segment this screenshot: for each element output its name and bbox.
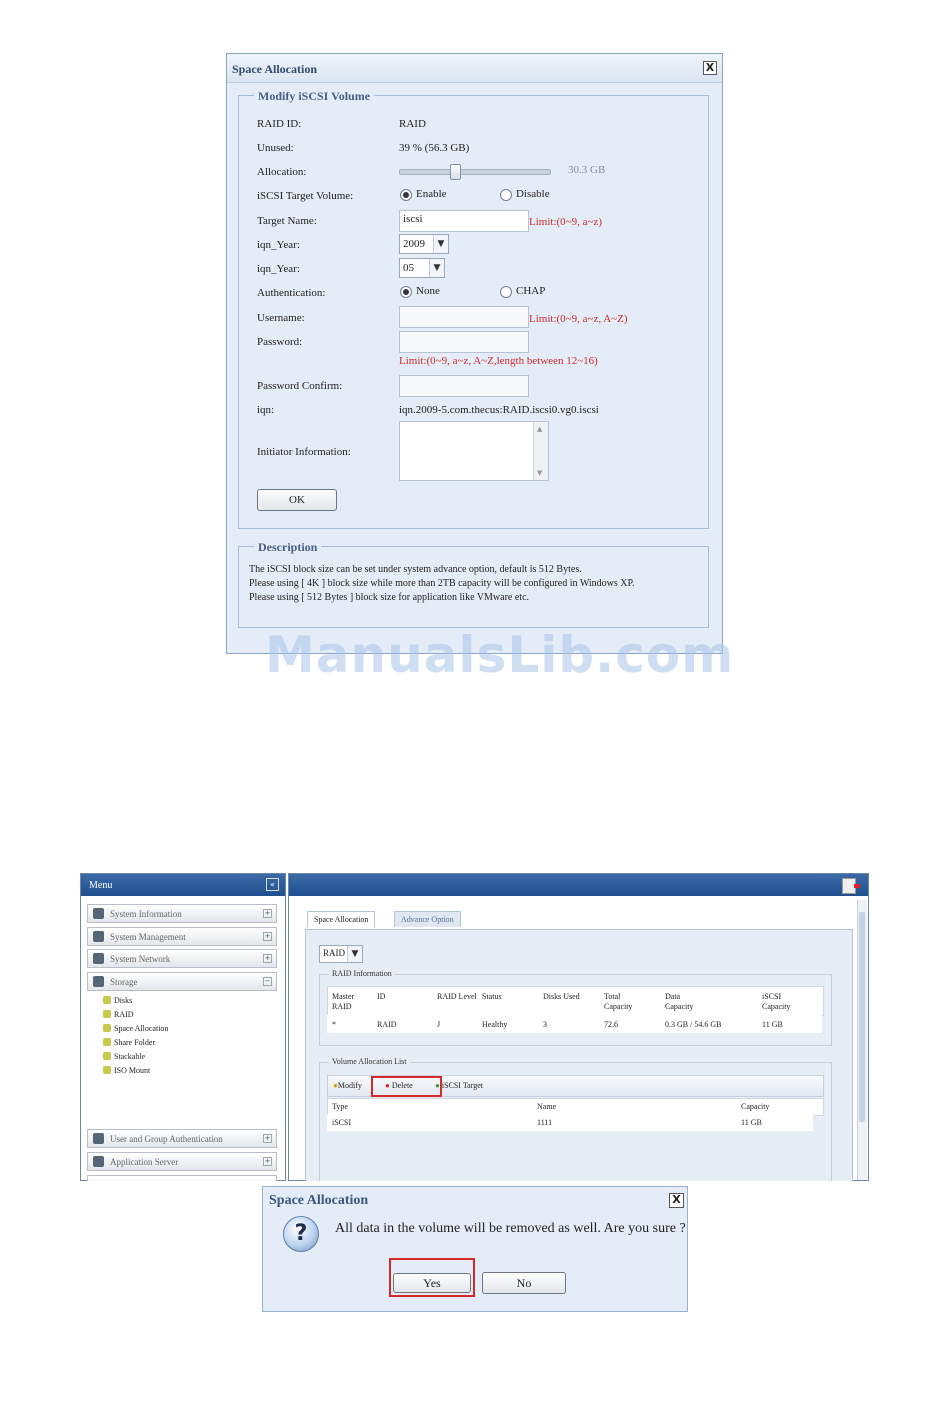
close-icon[interactable]: X (703, 61, 717, 75)
dialog-titlebar (227, 54, 722, 83)
collapse-icon[interactable]: « (266, 878, 279, 891)
disk-icon (103, 1024, 111, 1032)
question-icon: ? (283, 1216, 319, 1252)
unused-label: Unused: (257, 142, 294, 154)
storage-item-iso-mount[interactable] (103, 1066, 150, 1075)
iscsi-target-icon: ● (435, 1081, 440, 1090)
storage-item-label: Disks (114, 996, 133, 1005)
raid-row-cell-5: 72.6 (604, 1020, 618, 1029)
storage-item-label: Stackable (114, 1052, 146, 1061)
storage-icon (93, 976, 104, 987)
raid-header-cell-6: Data Capacity (665, 992, 694, 1011)
main-header (289, 874, 868, 896)
volume-row-cell-1: 1111 (537, 1118, 553, 1127)
storage-item-raid[interactable] (103, 1010, 134, 1019)
sidebar-item-user-group-auth[interactable] (87, 1129, 277, 1148)
password-confirm-input[interactable] (399, 375, 529, 397)
raid-info-legend: RAID Information (329, 969, 395, 978)
main-scrollbar[interactable] (857, 900, 867, 1180)
volume-header-cell-0: Type (332, 1102, 348, 1111)
volume-header-cell-1: Name (537, 1102, 557, 1111)
password-input[interactable] (399, 331, 529, 353)
iqn-year-select[interactable] (399, 234, 449, 254)
sidebar-item-storage[interactable] (87, 972, 277, 991)
auth-none-radio[interactable] (400, 286, 412, 298)
storage-item-label: Space Allocation (114, 1024, 169, 1033)
modify-iscsi-dialog (226, 53, 723, 654)
expand-icon[interactable]: + (264, 1134, 271, 1142)
enable-label: Enable (416, 188, 447, 200)
allocation-slider-thumb[interactable] (450, 164, 461, 180)
close-icon[interactable]: X (669, 1193, 684, 1208)
wrench-icon (93, 931, 104, 942)
auth-chap-radio[interactable] (500, 286, 512, 298)
expand-icon[interactable]: + (264, 1157, 271, 1165)
expand-icon[interactable]: + (264, 909, 271, 917)
volume-list-legend: Volume Allocation List (329, 1057, 410, 1066)
scroll-up-icon[interactable]: ▲ (537, 425, 543, 433)
allocation-value: 30.3 GB (568, 164, 606, 176)
storage-item-space-allocation[interactable] (103, 1024, 168, 1033)
yes-button[interactable]: Yes (393, 1273, 471, 1293)
tab-advance-option[interactable]: Advance Option (394, 911, 461, 927)
storage-item-label: Share Folder (114, 1038, 156, 1047)
raid-table-row[interactable] (327, 1015, 822, 1033)
password-label: Password: (257, 336, 303, 348)
sidebar-item-system-management[interactable] (87, 927, 277, 946)
raid-row-cell-3: Healthy (482, 1020, 508, 1029)
sidebar-label: Storage (110, 977, 138, 987)
expand-icon[interactable]: + (264, 954, 271, 962)
dialog-title: Space Allocation (232, 62, 318, 76)
iqn-year-label: iqn_Year: (257, 239, 300, 251)
menu-title: Menu (89, 880, 113, 891)
auth-chap-label: CHAP (516, 285, 546, 297)
raid-row-cell-0: * (332, 1020, 336, 1029)
delete-highlight (371, 1076, 442, 1097)
storage-item-stackable[interactable] (103, 1052, 145, 1061)
description-line-3: Please using [ 512 Bytes ] block size for application like VMware etc. (249, 592, 530, 603)
main-panel (288, 873, 869, 1181)
raid-header-cell-7: iSCSI Capacity (762, 992, 791, 1011)
volume-row-cell-0: iSCSI (332, 1118, 352, 1127)
app-window (80, 873, 869, 1181)
auth-label: Authentication: (257, 287, 326, 299)
target-volume-label: iSCSI Target Volume: (257, 190, 354, 202)
iqn-year-value: 2009 (403, 238, 425, 250)
sidebar-item-system-information[interactable] (87, 904, 277, 923)
tab-space-allocation[interactable]: Space Allocation (307, 911, 375, 927)
iqn-month-label: iqn_Year: (257, 263, 300, 275)
disk-icon (103, 1052, 111, 1060)
delete-icon: ● (385, 1081, 390, 1090)
scroll-thumb[interactable] (859, 912, 865, 1122)
raid-row-cell-1: RAID (377, 1020, 397, 1029)
collapse-icon[interactable]: − (264, 977, 271, 985)
allocation-label: Allocation: (257, 166, 307, 178)
storage-item-disks[interactable] (103, 996, 132, 1005)
description-legend: Description (254, 540, 321, 555)
disk-icon (103, 1010, 111, 1018)
sidebar-label: System Network (110, 954, 171, 964)
globe-icon (93, 1156, 104, 1167)
allocation-slider-track[interactable] (399, 169, 551, 175)
unused-value: 39 % (56.3 GB) (399, 142, 470, 154)
logout-icon[interactable] (842, 878, 856, 894)
raid-row-cell-7: 11 GB (762, 1020, 783, 1029)
disable-radio[interactable] (500, 189, 512, 201)
raid-id-label: RAID ID: (257, 118, 302, 130)
iqn-month-select[interactable] (399, 258, 445, 278)
storage-item-share-folder[interactable] (103, 1038, 155, 1047)
chevron-down-icon: ▼ (429, 259, 444, 277)
raid-row-cell-2: J (437, 1020, 441, 1029)
target-name-label: Target Name: (257, 215, 317, 227)
username-label: Username: (257, 312, 305, 324)
confirm-dialog-title: Space Allocation (269, 1193, 369, 1208)
iqn-value: iqn.2009-5.com.thecus:RAID.iscsi0.vg0.iscsi (399, 404, 599, 416)
raid-header-cell-1: ID (377, 992, 386, 1001)
delete-label: Delete (391, 1081, 413, 1090)
raid-row-cell-4: 3 (543, 1020, 547, 1029)
volume-row-cell-2: 11 GB (741, 1118, 762, 1127)
raid-select[interactable] (319, 945, 363, 963)
storage-item-label: RAID (114, 1010, 134, 1019)
target-name-input[interactable]: iscsi (399, 210, 529, 232)
raid-row-cell-6: 0.3 GB / 54.6 GB (665, 1020, 722, 1029)
scroll-down-icon[interactable]: ▼ (537, 469, 543, 477)
sidebar-label: Application Server (110, 1157, 179, 1167)
chevron-down-icon: ▼ (433, 235, 448, 253)
modify-label: Modify (337, 1081, 362, 1090)
initiator-label: Initiator Information: (257, 446, 351, 458)
raid-header-cell-5: Total Capacity (604, 992, 633, 1011)
username-input[interactable] (399, 306, 529, 328)
password-confirm-label: Password Confirm: (257, 380, 343, 392)
sidebar-label: User and Group Authentication (110, 1134, 223, 1144)
menu-header (81, 874, 285, 896)
modify-icon: ● (333, 1081, 338, 1090)
sidebar-item-system-network[interactable] (87, 949, 277, 968)
username-limit: Limit:(0~9, a~z, A~Z) (529, 313, 628, 325)
network-icon (93, 953, 104, 964)
sidebar-item-application-server[interactable] (87, 1152, 277, 1171)
disk-icon (103, 1066, 111, 1074)
description-line-1: The iSCSI block size can be set under system advance option, default is 512 Bytes. (249, 564, 582, 575)
yes-highlight (389, 1258, 475, 1297)
no-button[interactable]: No (482, 1272, 566, 1294)
raid-header-cell-2: RAID Level (437, 992, 477, 1001)
confirm-dialog (262, 1186, 688, 1312)
iqn-month-value: 05 (403, 262, 414, 274)
initiator-textarea[interactable] (399, 421, 549, 481)
confirm-message: All data in the volume will be removed as well. Are you sure ? (335, 1221, 686, 1236)
expand-icon[interactable]: + (264, 932, 271, 940)
raid-header-cell-0: Master RAID (332, 992, 355, 1011)
password-limit: Limit:(0~9, a~z, A~Z,length between 12~16) (399, 355, 598, 367)
raid-header-cell-4: Disks Used (543, 992, 580, 1001)
sidebar-menu (80, 873, 286, 1181)
ok-button[interactable]: OK (257, 489, 337, 511)
iqn-label: iqn: (257, 404, 275, 416)
modify-button[interactable] (333, 1081, 362, 1090)
iscsi-target-button[interactable] (435, 1081, 483, 1090)
disk-icon (103, 996, 111, 1004)
info-icon (93, 908, 104, 919)
sidebar-label: System Management (110, 932, 186, 942)
raid-select-value: RAID (323, 948, 345, 958)
target-name-limit: Limit:(0~9, a~z) (529, 216, 602, 228)
disk-icon (103, 1038, 111, 1046)
raid-id-value: RAID (399, 118, 426, 130)
volume-header-cell-2: Capacity (741, 1102, 770, 1111)
textarea-scrollbar[interactable] (533, 422, 548, 480)
chevron-down-icon: ▼ (347, 946, 362, 962)
modify-iscsi-legend: Modify iSCSI Volume (254, 89, 374, 104)
enable-radio[interactable] (400, 189, 412, 201)
disable-label: Disable (516, 188, 550, 200)
sidebar-item-partial[interactable] (87, 1175, 277, 1181)
raid-header-cell-3: Status (482, 992, 502, 1001)
description-line-2: Please using [ 4K ] block size while more than 2TB capacity will be configured in Windows XP. (249, 578, 635, 589)
storage-item-label: ISO Mount (114, 1066, 151, 1075)
users-icon (93, 1133, 104, 1144)
sidebar-label: System Information (110, 909, 182, 919)
iscsi-target-label: iSCSI Target (441, 1081, 483, 1090)
auth-none-label: None (416, 285, 440, 297)
watermark: ManualsLib.com (265, 626, 735, 684)
